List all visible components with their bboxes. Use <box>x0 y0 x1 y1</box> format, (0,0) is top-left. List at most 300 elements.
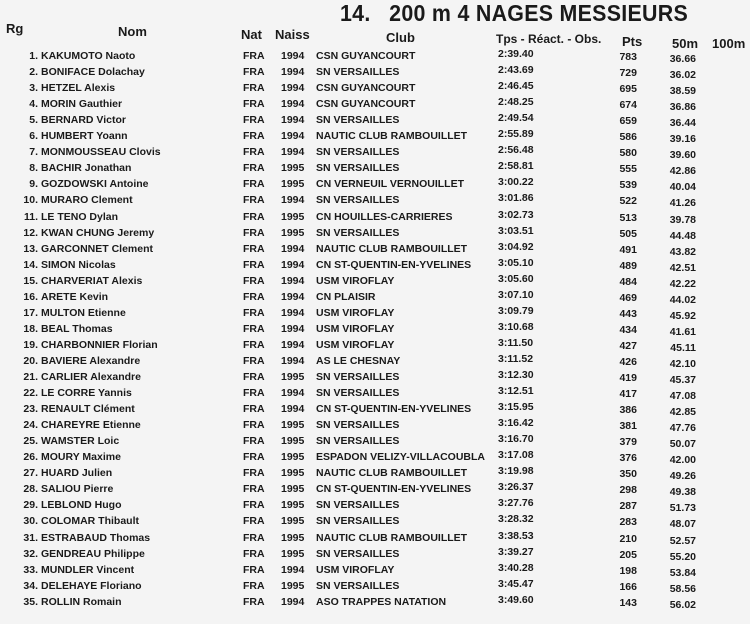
result-year: 1995 <box>281 547 305 560</box>
result-time: 3:16.70 <box>498 433 534 446</box>
result-nat: FRA <box>243 82 265 95</box>
result-split-50: 49.26 <box>669 470 696 483</box>
result-year: 1995 <box>281 371 305 383</box>
result-year: 1994 <box>281 306 305 319</box>
result-year: 1994 <box>281 130 305 143</box>
result-split-50: 36.66 <box>669 53 696 65</box>
result-nat: FRA <box>243 515 265 528</box>
result-name: COLOMAR Thibault <box>41 515 139 528</box>
result-rank: 2. <box>29 66 38 79</box>
result-time: 2:39.40 <box>498 48 534 60</box>
result-time: 3:38.53 <box>498 529 534 542</box>
result-points: 205 <box>619 548 637 561</box>
result-points: 198 <box>619 564 637 577</box>
result-name: RENAULT Clément <box>41 403 135 416</box>
result-name: HUARD Julien <box>41 467 113 480</box>
result-year: 1994 <box>281 274 305 287</box>
result-time: 3:49.60 <box>498 593 534 606</box>
header-name: Nom <box>118 24 147 39</box>
result-rank: 25. <box>23 435 38 448</box>
result-split-50: 44.02 <box>669 293 696 306</box>
result-year: 1994 <box>281 403 305 416</box>
result-name: MOURY Maxime <box>41 451 121 464</box>
result-points: 783 <box>619 51 637 63</box>
result-split-50: 36.86 <box>669 101 696 114</box>
result-split-50: 41.61 <box>669 325 696 338</box>
result-row <box>0 162 750 178</box>
result-rank: 32. <box>23 547 38 560</box>
result-points: 376 <box>619 452 637 465</box>
result-split-50: 42.22 <box>669 277 696 290</box>
result-time: 2:49.54 <box>498 112 534 125</box>
result-rank: 33. <box>23 563 38 576</box>
result-year: 1994 <box>281 258 305 271</box>
result-year: 1995 <box>281 435 305 448</box>
result-year: 1994 <box>281 242 305 255</box>
result-name: GENDREAU Philippe <box>41 547 145 560</box>
result-nat: FRA <box>243 66 265 79</box>
result-name: LE CORRE Yannis <box>41 387 132 400</box>
result-row <box>0 178 750 194</box>
result-row <box>0 224 750 243</box>
result-year: 1994 <box>281 387 305 400</box>
result-rank: 27. <box>23 467 38 480</box>
result-rank: 29. <box>23 499 38 512</box>
result-rank: 13. <box>23 242 38 255</box>
result-name: MUNDLER Vincent <box>41 563 135 576</box>
result-year: 1995 <box>281 162 305 175</box>
result-name: MURARO Clement <box>41 194 133 207</box>
result-year: 1994 <box>281 114 305 127</box>
result-year: 1995 <box>281 499 305 512</box>
result-row <box>0 82 750 98</box>
result-club: SN VERSAILLES <box>316 435 400 448</box>
result-row <box>0 529 750 548</box>
result-rank: 16. <box>23 290 38 303</box>
result-split-50: 39.60 <box>669 149 696 162</box>
result-name: WAMSTER Loic <box>41 435 120 448</box>
result-club: SN VERSAILLES <box>316 499 400 512</box>
result-row <box>0 98 750 114</box>
result-club: USM VIROFLAY <box>316 563 395 576</box>
result-row <box>0 451 750 467</box>
result-row <box>0 593 750 612</box>
result-club: SN VERSAILLES <box>316 162 400 175</box>
result-rank: 28. <box>23 483 38 496</box>
result-rank: 8. <box>29 162 38 175</box>
result-name: GOZDOWSKI Antoine <box>41 178 149 191</box>
result-time: 3:39.27 <box>498 545 534 558</box>
result-row <box>0 545 750 564</box>
result-nat: FRA <box>243 419 265 432</box>
result-year: 1995 <box>281 419 305 432</box>
result-rank: 15. <box>23 274 38 287</box>
result-year: 1995 <box>281 515 305 528</box>
result-split-50: 36.02 <box>669 69 696 82</box>
result-row <box>0 272 750 291</box>
result-rank: 20. <box>23 354 38 367</box>
result-club: CSN GUYANCOURT <box>316 50 416 62</box>
result-row <box>0 240 750 259</box>
result-rank: 35. <box>23 595 38 608</box>
result-points: 555 <box>619 163 637 176</box>
result-split-50: 52.57 <box>669 534 696 547</box>
result-nat: FRA <box>243 435 265 448</box>
result-rank: 30. <box>23 515 38 528</box>
result-club: CN PLAISIR <box>316 290 376 303</box>
result-club: NAUTIC CLUB RAMBOUILLET <box>316 531 468 544</box>
result-name: MORIN Gauthier <box>41 98 123 111</box>
result-time: 3:03.51 <box>498 224 534 237</box>
result-club: NAUTIC CLUB RAMBOUILLET <box>316 467 468 480</box>
result-year: 1994 <box>281 146 305 159</box>
result-split-50: 42.10 <box>669 357 696 370</box>
result-points: 729 <box>619 67 637 80</box>
result-year: 1994 <box>281 98 305 111</box>
result-nat: FRA <box>243 226 265 239</box>
result-time: 3:00.22 <box>498 176 534 189</box>
result-name: MULTON Etienne <box>41 306 126 319</box>
result-rank: 14. <box>23 258 38 271</box>
result-nat: FRA <box>243 579 265 592</box>
result-points: 427 <box>619 339 637 352</box>
result-split-50: 36.44 <box>669 117 696 130</box>
result-club: CN ST-QUENTIN-EN-YVELINES <box>316 258 472 271</box>
result-row <box>0 577 750 596</box>
result-points: 539 <box>619 179 637 192</box>
result-club: CN ST-QUENTIN-EN-YVELINES <box>316 483 472 496</box>
result-time: 3:12.51 <box>498 385 534 398</box>
result-name: BONIFACE Dolachay <box>41 66 145 79</box>
result-points: 287 <box>619 500 637 513</box>
result-points: 210 <box>619 532 637 545</box>
result-name: KWAN CHUNG Jeremy <box>41 226 155 239</box>
result-year: 1995 <box>281 451 305 464</box>
result-points: 381 <box>619 420 637 433</box>
result-name: HETZEL Alexis <box>41 82 116 95</box>
result-nat: FRA <box>243 210 265 223</box>
result-time: 3:45.47 <box>498 577 534 590</box>
result-name: CHARVERIAT Alexis <box>41 274 143 287</box>
result-rank: 19. <box>23 338 38 351</box>
result-rank: 12. <box>23 226 38 239</box>
result-year: 1994 <box>281 338 305 351</box>
result-row <box>0 256 750 275</box>
result-points: 469 <box>619 291 637 304</box>
result-name: DELEHAYE Floriano <box>41 579 142 592</box>
result-row <box>0 194 750 210</box>
result-rank: 3. <box>29 82 38 95</box>
result-time: 2:56.48 <box>498 144 534 157</box>
result-split-50: 42.51 <box>669 261 696 274</box>
result-name: ROLLIN Romain <box>41 595 122 608</box>
result-split-50: 56.02 <box>669 598 696 611</box>
result-year: 1994 <box>281 82 305 95</box>
result-rank: 31. <box>23 531 38 544</box>
result-rank: 11. <box>23 210 38 223</box>
result-name: KAKUMOTO Naoto <box>41 50 136 62</box>
result-name: BEAL Thomas <box>41 322 113 335</box>
result-nat: FRA <box>243 467 265 480</box>
result-points: 379 <box>619 436 637 449</box>
result-time: 3:15.95 <box>498 401 534 414</box>
result-rank: 24. <box>23 419 38 432</box>
result-name: SALIOU Pierre <box>41 483 114 496</box>
result-row <box>0 352 750 371</box>
result-row <box>0 114 750 130</box>
result-time: 2:55.89 <box>498 128 534 141</box>
result-club: SN VERSAILLES <box>316 547 400 560</box>
result-row <box>0 435 750 451</box>
result-nat: FRA <box>243 563 265 576</box>
result-time: 3:11.52 <box>498 352 534 365</box>
result-split-50: 47.76 <box>669 422 696 435</box>
result-club: NAUTIC CLUB RAMBOUILLET <box>316 130 468 143</box>
result-time: 3:40.28 <box>498 561 534 574</box>
result-time: 3:10.68 <box>498 320 534 333</box>
header-time: Tps - Réact. - Obs. <box>496 32 602 46</box>
result-row <box>0 320 750 339</box>
result-nat: FRA <box>243 258 265 271</box>
result-nat: FRA <box>243 178 265 191</box>
result-time: 3:04.92 <box>498 240 534 253</box>
result-rank: 10. <box>23 194 38 207</box>
result-points: 166 <box>619 580 637 593</box>
result-time: 3:16.42 <box>498 417 534 430</box>
result-split-50: 45.11 <box>670 341 696 354</box>
result-club: CN HOUILLES-CARRIERES <box>316 210 453 223</box>
result-nat: FRA <box>243 194 265 207</box>
result-club: USM VIROFLAY <box>316 274 395 287</box>
result-year: 1994 <box>281 50 305 62</box>
result-row <box>0 208 750 227</box>
result-time: 3:05.10 <box>498 256 534 269</box>
result-points: 350 <box>619 468 637 481</box>
result-nat: FRA <box>243 114 265 127</box>
result-nat: FRA <box>243 371 265 383</box>
result-rank: 21. <box>23 371 38 383</box>
result-split-50: 38.59 <box>669 85 696 98</box>
result-points: 143 <box>619 596 637 609</box>
result-nat: FRA <box>243 98 265 111</box>
result-name: CARLIER Alexandre <box>41 371 141 383</box>
result-split-50: 50.07 <box>669 438 696 451</box>
result-club: SN VERSAILLES <box>316 114 400 127</box>
result-name: GARCONNET Clement <box>41 242 154 255</box>
result-row <box>0 146 750 162</box>
result-name: SIMON Nicolas <box>41 258 116 271</box>
result-nat: FRA <box>243 306 265 319</box>
result-name: MONMOUSSEAU Clovis <box>41 146 161 159</box>
result-name: CHAREYRE Etienne <box>41 419 141 432</box>
result-rank: 26. <box>23 451 38 464</box>
result-split-50: 42.85 <box>669 406 696 419</box>
result-nat: FRA <box>243 387 265 400</box>
result-nat: FRA <box>243 531 265 544</box>
event-name: 200 m 4 NAGES MESSIEURS <box>389 0 689 26</box>
result-name: LE TENO Dylan <box>41 210 119 223</box>
result-rank: 1. <box>29 50 38 62</box>
result-nat: FRA <box>243 403 265 416</box>
result-club: USM VIROFLAY <box>316 306 395 319</box>
result-points: 505 <box>619 227 637 240</box>
result-club: CN VERNEUIL VERNOUILLET <box>316 178 464 191</box>
result-time: 3:07.10 <box>498 288 534 301</box>
result-points: 434 <box>619 323 637 336</box>
result-club: USM VIROFLAY <box>316 322 395 335</box>
result-year: 1995 <box>281 178 305 191</box>
result-rank: 23. <box>23 403 38 416</box>
header-rank: Rg <box>6 21 24 36</box>
result-split-50: 42.86 <box>669 165 696 178</box>
result-nat: FRA <box>243 547 265 560</box>
event-number: 14. <box>340 0 371 26</box>
result-rank: 34. <box>23 579 38 592</box>
result-club: USM VIROFLAY <box>316 338 395 351</box>
result-row <box>0 561 750 580</box>
result-row <box>0 499 750 515</box>
result-time: 2:43.69 <box>498 64 534 77</box>
result-nat: FRA <box>243 483 265 496</box>
result-nat: FRA <box>243 338 265 351</box>
result-split-50: 47.08 <box>669 390 696 403</box>
header-nat: Nat <box>241 27 262 42</box>
result-row <box>0 130 750 146</box>
result-row <box>0 387 750 403</box>
result-points: 283 <box>619 516 637 529</box>
result-nat: FRA <box>243 50 265 62</box>
result-row <box>0 515 750 531</box>
result-split-50: 42.00 <box>669 454 696 467</box>
result-row <box>0 483 750 499</box>
header-split-100: 100m <box>712 36 746 51</box>
result-points: 586 <box>619 131 637 144</box>
result-nat: FRA <box>243 451 265 464</box>
result-row <box>0 371 750 387</box>
result-name: ESTRABAUD Thomas <box>41 531 151 544</box>
result-points: 419 <box>619 372 637 384</box>
result-club: ESPADON VELIZY-VILLACOUBLA <box>316 451 485 464</box>
result-split-50: 49.38 <box>669 486 696 499</box>
header-club: Club <box>386 30 415 45</box>
result-year: 1995 <box>281 226 305 239</box>
result-time: 3:11.50 <box>498 336 534 349</box>
result-club: SN VERSAILLES <box>316 194 400 207</box>
result-club: SN VERSAILLES <box>316 371 400 383</box>
result-points: 491 <box>619 243 637 256</box>
result-points: 580 <box>619 147 637 160</box>
result-year: 1994 <box>281 194 305 207</box>
result-split-50: 39.78 <box>669 213 696 226</box>
result-club: NAUTIC CLUB RAMBOUILLET <box>316 242 468 255</box>
result-rank: 22. <box>23 387 38 400</box>
result-year: 1994 <box>281 290 305 303</box>
result-time: 3:09.79 <box>498 304 534 317</box>
result-points: 659 <box>619 115 637 128</box>
result-row <box>0 403 750 419</box>
result-nat: FRA <box>243 354 265 367</box>
result-club: CSN GUYANCOURT <box>316 82 416 95</box>
header-year: Naiss <box>275 27 310 42</box>
result-points: 674 <box>619 99 637 112</box>
result-nat: FRA <box>243 274 265 287</box>
result-club: SN VERSAILLES <box>316 387 400 400</box>
result-row <box>0 288 750 307</box>
result-split-50: 39.16 <box>669 133 696 146</box>
result-nat: FRA <box>243 130 265 143</box>
result-name: LEBLOND Hugo <box>41 499 122 512</box>
result-nat: FRA <box>243 322 265 335</box>
result-club: SN VERSAILLES <box>316 419 400 432</box>
result-row <box>0 336 750 355</box>
result-time: 3:19.98 <box>498 465 534 478</box>
result-split-50: 51.73 <box>669 502 696 515</box>
result-points: 513 <box>619 211 637 224</box>
result-points: 484 <box>619 275 637 288</box>
result-year: 1994 <box>281 322 305 335</box>
result-split-50: 58.56 <box>669 582 696 595</box>
result-club: SN VERSAILLES <box>316 579 400 592</box>
result-club: SN VERSAILLES <box>316 146 400 159</box>
result-name: HUMBERT Yoann <box>41 130 128 143</box>
result-name: ARETE Kevin <box>41 290 109 303</box>
page-title <box>340 0 688 27</box>
result-time: 3:02.73 <box>498 208 534 221</box>
result-club: CN ST-QUENTIN-EN-YVELINES <box>316 403 472 416</box>
result-club: SN VERSAILLES <box>316 66 400 79</box>
result-split-50: 48.07 <box>669 518 696 531</box>
result-row <box>0 304 750 323</box>
result-year: 1994 <box>281 595 305 608</box>
header-split-50: 50m <box>672 36 699 51</box>
result-time: 3:01.86 <box>498 192 534 205</box>
result-points: 522 <box>619 195 637 208</box>
result-row <box>0 50 750 66</box>
result-year: 1995 <box>281 531 305 544</box>
result-split-50: 53.84 <box>669 566 696 579</box>
result-split-50: 45.92 <box>669 309 696 322</box>
result-club: SN VERSAILLES <box>316 515 400 528</box>
result-nat: FRA <box>243 162 265 175</box>
result-nat: FRA <box>243 595 265 608</box>
result-rank: 7. <box>29 146 38 159</box>
result-time: 2:58.81 <box>498 160 534 173</box>
result-year: 1995 <box>281 210 305 223</box>
result-time: 3:17.08 <box>498 449 534 462</box>
result-club: SN VERSAILLES <box>316 226 400 239</box>
result-rank: 18. <box>23 322 38 335</box>
result-points: 386 <box>619 404 637 417</box>
result-club: ASO TRAPPES NATATION <box>316 595 447 608</box>
result-time: 3:26.37 <box>498 481 534 494</box>
result-row <box>0 467 750 483</box>
result-name: BERNARD Victor <box>41 114 126 127</box>
result-year: 1995 <box>281 467 305 480</box>
result-points: 298 <box>619 484 637 497</box>
result-nat: FRA <box>243 290 265 303</box>
result-time: 3:12.30 <box>498 369 534 381</box>
result-split-50: 45.37 <box>669 374 696 386</box>
result-row <box>0 66 750 82</box>
result-split-50: 55.20 <box>669 550 696 563</box>
result-year: 1995 <box>281 579 305 592</box>
result-rank: 4. <box>29 98 38 111</box>
result-name: CHARBONNIER Florian <box>41 338 158 351</box>
result-rank: 9. <box>29 178 38 191</box>
result-nat: FRA <box>243 499 265 512</box>
result-points: 426 <box>619 355 637 368</box>
result-name: BAVIERE Alexandre <box>41 354 141 367</box>
